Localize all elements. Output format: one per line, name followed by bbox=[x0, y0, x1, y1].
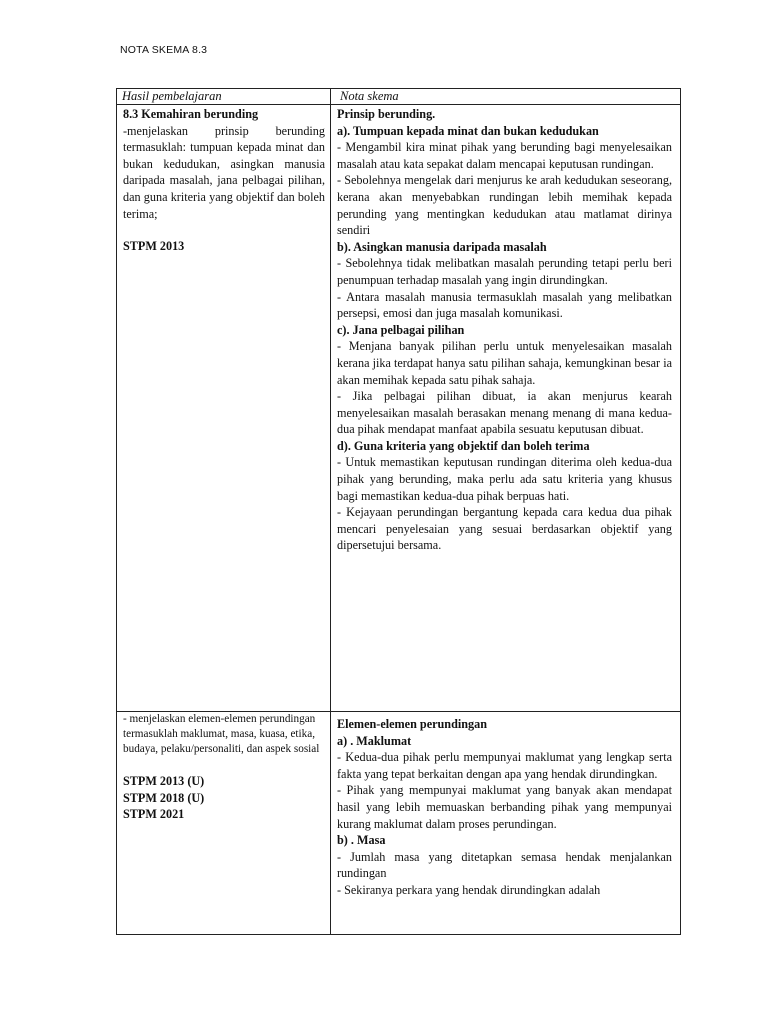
note-item: - Menjana banyak pilihan perlu untuk menyelesaikan masalah kerana jika terdapat hanya satu pilihan sahaja, kemungkinan besar ia akan memihak kepada satu pihak sahaja. bbox=[337, 339, 672, 387]
note-item: - Kedua-dua pihak perlu mempunyai maklumat yang lengkap serta fakta yang tepat berkaitan dengan apa yang hendak dirundingkan. bbox=[337, 750, 672, 781]
topic-heading: 8.3 Kemahiran berunding bbox=[123, 107, 259, 121]
table-header-row bbox=[117, 89, 681, 105]
learning-outcome-text: -menjelaskan prinsip berunding termasuklah: tumpuan kepada minat dan bukan kedudukan, asingkan manusia daripada masalah, jana pelbagai pilihan, dan guna kriteria yang objektif dan boleh terima; bbox=[123, 123, 325, 221]
notes-heading: Elemen-elemen perundingan bbox=[337, 717, 487, 731]
section-title: a). Tumpuan kepada minat dan bukan kedudukan bbox=[337, 123, 599, 138]
note-item: - Mengambil kira minat pihak yang berunding bagi menyelesaikan masalah atau kata sepakat dalam mencapai keputusan rundingan. bbox=[337, 140, 672, 171]
note-item: - Kejayaan perundingan bergantung kepada cara kedua dua pihak mencari penyelesaian yang sesuai berdasarkan objektif yang dipersetujui bersama. bbox=[337, 505, 672, 553]
section-title: a) . Maklumat bbox=[337, 733, 412, 748]
exam-reference: STPM 2018 (U) bbox=[123, 790, 205, 805]
note-item: - Jumlah masa yang ditetapkan semasa hendak menjalankan rundingan bbox=[337, 849, 672, 881]
exam-reference: STPM 2013 bbox=[123, 239, 185, 254]
scheme-notes-cell bbox=[331, 712, 681, 935]
learning-outcome-cell bbox=[117, 712, 331, 935]
learning-outcome-text: - menjelaskan elemen-elemen perundingan termasuklah maklumat, masa, kuasa, etika, budaya, pelaku/personaliti, dan aspek sosial bbox=[123, 713, 320, 755]
note-item: - Pihak yang mempunyai maklumat yang banyak akan mendapat hasil yang lebih memuaskan berbanding pihak yang mempunyai kurang maklumat dalam proses perundingan. bbox=[337, 783, 672, 831]
scheme-notes-cell bbox=[331, 105, 681, 712]
learning-outcome-cell bbox=[117, 105, 331, 712]
note-item: - Sebolehnya tidak melibatkan masalah perunding tetapi perlu beri penumpuan terhadap masalah yang ingin dirundingkan. bbox=[337, 256, 672, 287]
note-item: - Sebolehnya mengelak dari menjurus ke arah kedudukan seseorang, kerana akan menyebabkan rundingan lebih memihak kepada perunding yang mentingkan kedudukan atau matlamat dirinya sendiri bbox=[337, 173, 672, 238]
column-header-learning-outcome: Hasil pembelajaran bbox=[117, 89, 331, 105]
section-title: b) . Masa bbox=[337, 833, 386, 848]
column-header-scheme-notes: Nota skema bbox=[331, 89, 681, 105]
note-item: - Antara masalah manusia termasuklah masalah yang melibatkan persepsi, emosi dan juga masalah komunikasi. bbox=[337, 289, 672, 321]
table-row bbox=[117, 712, 681, 935]
section-title: c). Jana pelbagai pilihan bbox=[337, 322, 465, 337]
exam-reference: STPM 2021 bbox=[123, 807, 185, 822]
note-item: - Jika pelbagai pilihan dibuat, ia akan menjurus kearah menyelesaikan masalah berasakan menang menang di mana kedua-dua pihak mendapat manfaat apabila sesuatu keputusan dibuat. bbox=[337, 389, 672, 437]
note-item: - Untuk memastikan keputusan rundingan diterima oleh kedua-dua pihak yang berunding, maka perlu ada satu kriteria yang khusus bagi memastikan kedua-dua pihak berpuas hati. bbox=[337, 455, 672, 503]
exam-reference: STPM 2013 (U) bbox=[123, 774, 205, 788]
page-header-title: NOTA SKEMA 8.3 bbox=[120, 44, 208, 56]
note-item: - Sekiranya perkara yang hendak dirundingkan adalah bbox=[337, 882, 601, 897]
table-row bbox=[117, 105, 681, 712]
notes-heading: Prinsip berunding. bbox=[337, 107, 436, 121]
section-title: d). Guna kriteria yang objektif dan boleh terima bbox=[337, 438, 590, 453]
section-title: b). Asingkan manusia daripada masalah bbox=[337, 239, 547, 254]
notes-table bbox=[116, 88, 681, 935]
